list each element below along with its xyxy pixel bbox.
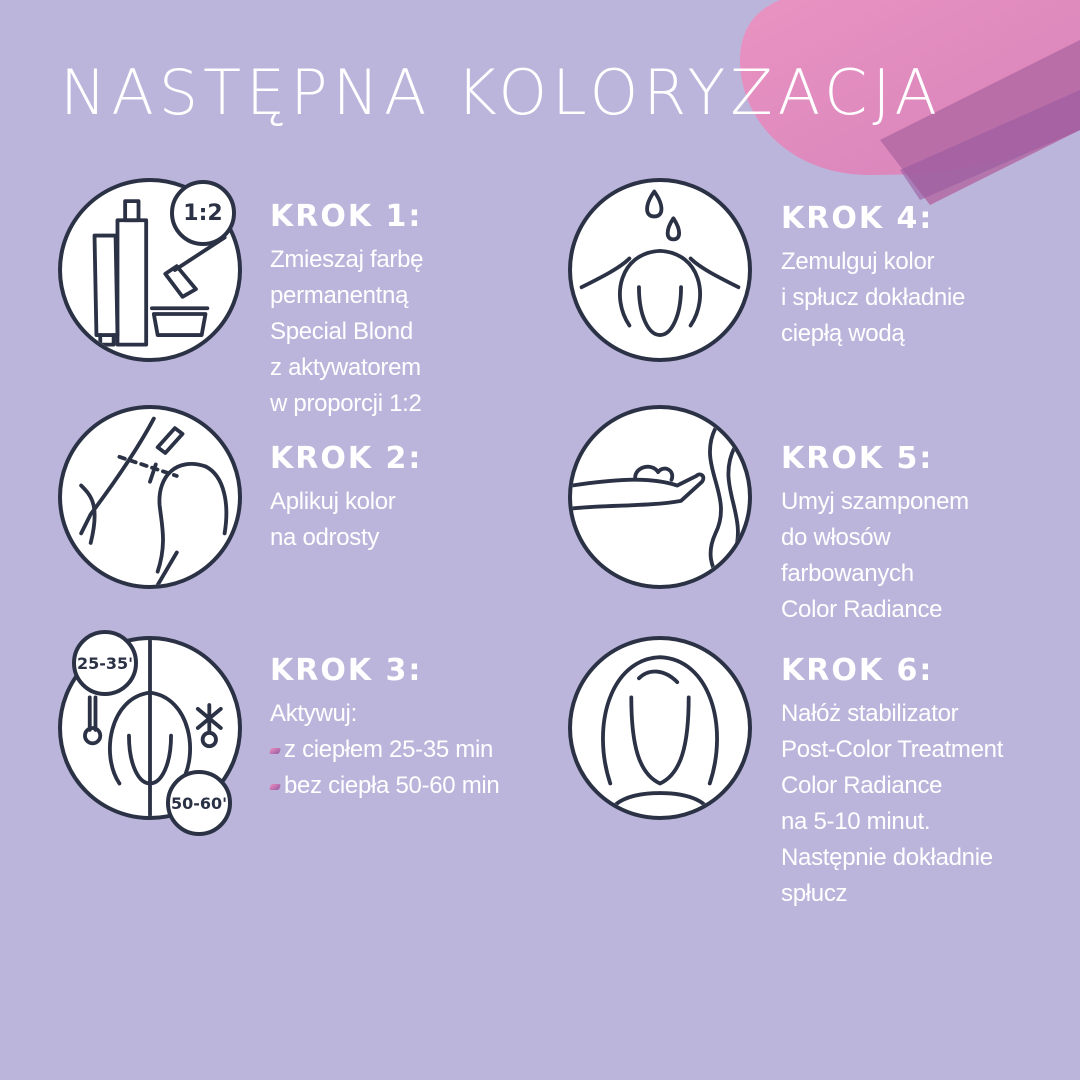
cold-time-label: 50-60' (170, 793, 228, 813)
step-5-icon (568, 405, 752, 589)
step-3-heading: KROK 3: (270, 653, 423, 688)
step-5-line-2: do włosów (781, 524, 891, 551)
step-5-line-1: Umyj szamponem (781, 488, 969, 515)
step-6-line-4: na 5-10 minut. (781, 808, 931, 835)
bullet-icon (269, 748, 281, 754)
step-1 (270, 198, 423, 422)
step-6-icon (568, 636, 752, 820)
step-6-line-3: Color Radiance (781, 772, 943, 799)
ratio-badge (170, 180, 236, 246)
step-1-line-4: z aktywatorem (270, 354, 421, 381)
step-2-line-2: na odrosty (270, 524, 380, 551)
warm-time-label: 25-35' (76, 653, 134, 673)
step-5 (781, 440, 969, 628)
step-3-bullet-2-text: bez ciepła 50-60 min (284, 772, 500, 799)
step-6 (781, 652, 1003, 912)
step-2-line-1: Aplikuj kolor (270, 488, 396, 515)
step-5-heading: KROK 5: (781, 441, 934, 476)
step-6-line-1: Nałóż stabilizator (781, 700, 959, 727)
step-4-icon (568, 178, 752, 362)
step-1-line-2: permanentną (270, 282, 409, 309)
step-3-bullet-1-text: z ciepłem 25-35 min (284, 736, 494, 763)
step-2-heading: KROK 2: (270, 441, 423, 476)
step-6-heading: KROK 6: (781, 653, 934, 688)
ratio-badge-label: 1:2 (183, 200, 223, 226)
page-title: NASTĘPNA KOLORYZACJA (60, 56, 942, 129)
step-2-icon (58, 405, 242, 589)
step-4-line-3: ciepłą wodą (781, 320, 905, 347)
step-4-heading: KROK 4: (781, 201, 934, 236)
step-2 (270, 440, 422, 556)
bullet-icon (269, 784, 281, 790)
cold-time-badge (166, 770, 232, 836)
step-1-heading: KROK 1: (270, 199, 423, 234)
step-4 (781, 200, 965, 352)
step-6-line-6: spłucz (781, 880, 848, 907)
step-4-line-1: Zemulguj kolor (781, 248, 935, 275)
step-4-line-2: i spłucz dokładnie (781, 284, 966, 311)
step-1-line-5: w proporcji 1:2 (270, 390, 422, 417)
step-6-line-2: Post-Color Treatment (781, 736, 1004, 763)
step-3-bullet-1 (270, 732, 499, 768)
step-3-bullet-2 (270, 768, 499, 804)
step-6-line-5: Następnie dokładnie (781, 844, 993, 871)
warm-time-badge (72, 630, 138, 696)
step-1-line-1: Zmieszaj farbę (270, 246, 424, 273)
step-3-intro: Aktywuj: (270, 700, 357, 727)
step-5-line-3: farbowanych (781, 560, 914, 587)
step-1-line-3: Special Blond (270, 318, 413, 345)
step-5-line-4: Color Radiance (781, 596, 943, 623)
step-3 (270, 652, 499, 804)
